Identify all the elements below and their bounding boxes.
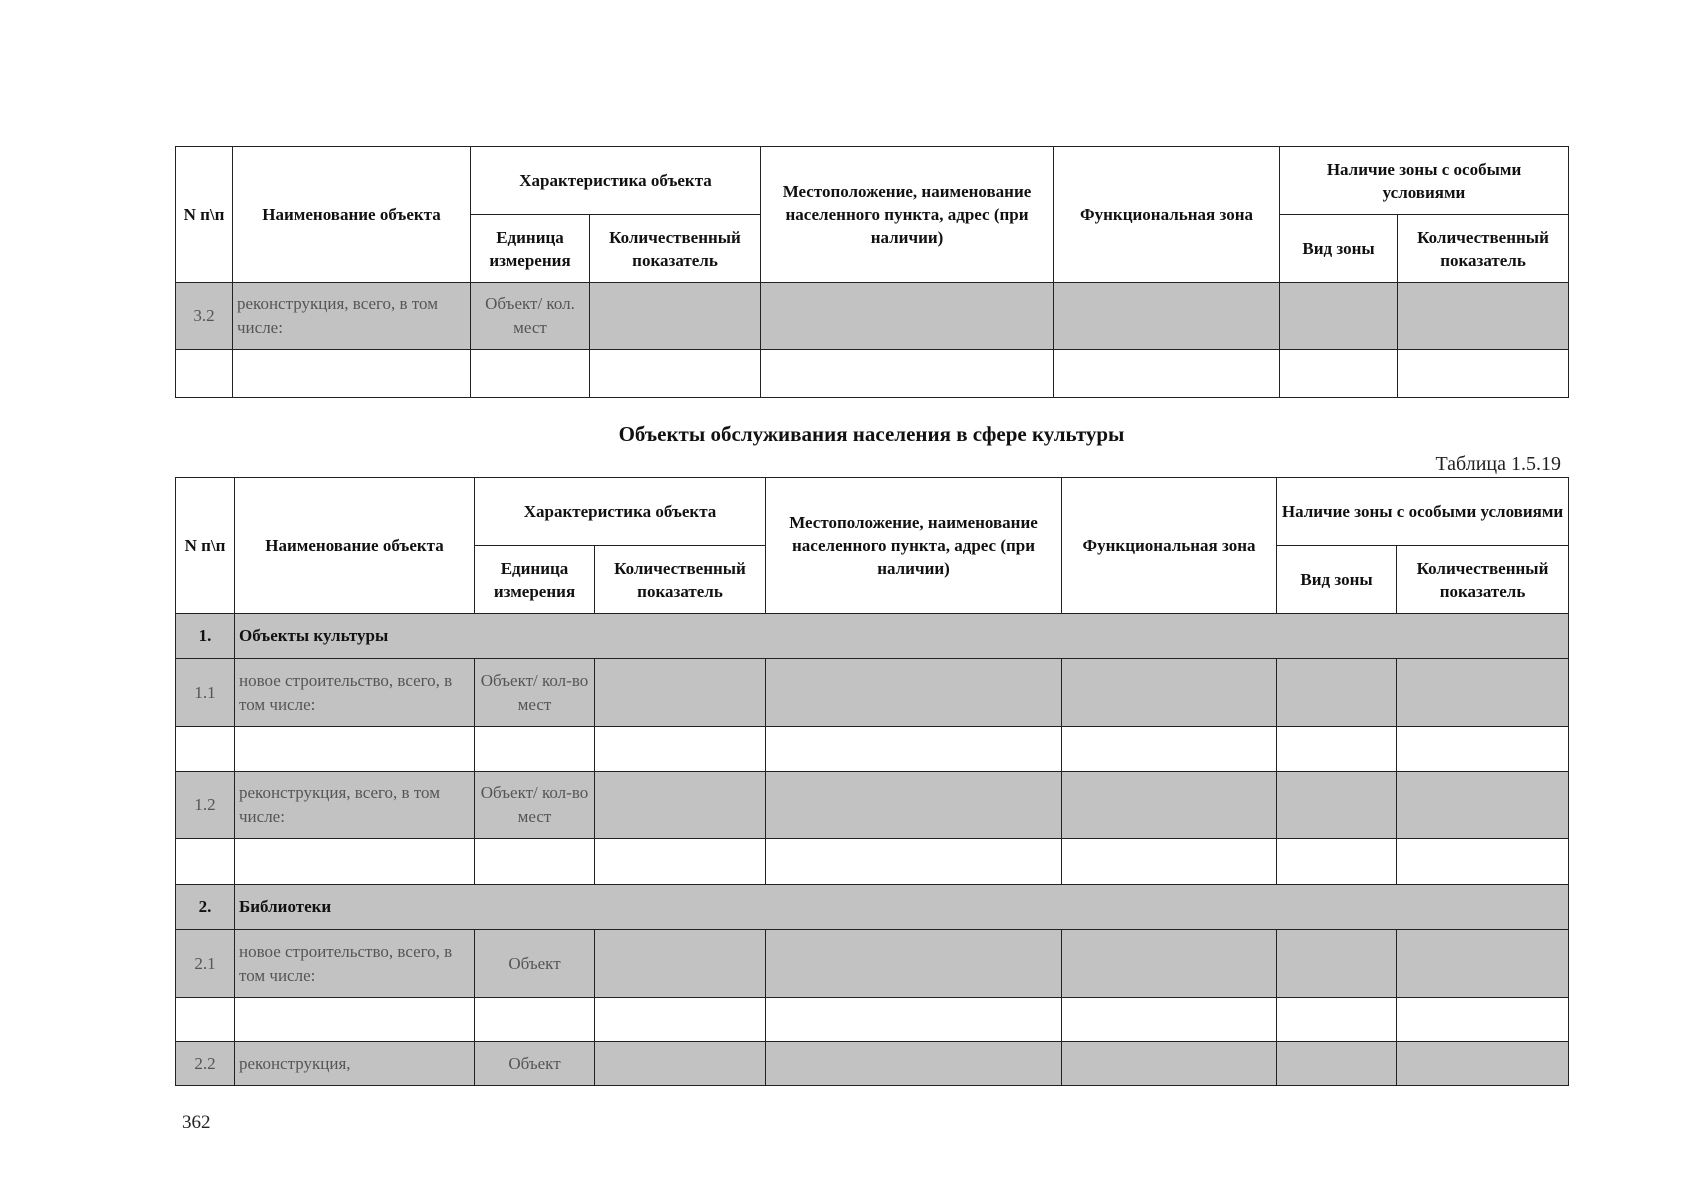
row-name: новое строительство, всего, в том числе: <box>235 930 475 998</box>
header-zone-quantity: Количественный показатель <box>1397 546 1569 614</box>
row-num: 2.2 <box>176 1042 235 1086</box>
header-name: Наименование объекта <box>235 478 475 614</box>
row-unit: Объект/ кол-во мест <box>475 659 595 727</box>
header-unit: Единица измерения <box>471 215 590 283</box>
table-row <box>176 998 1569 1042</box>
row-unit: Объект <box>475 1042 595 1086</box>
row-num: 1.2 <box>176 772 235 839</box>
header-quantity: Количественный показатель <box>595 546 766 614</box>
header-zone-quantity: Количественный показатель <box>1398 215 1569 283</box>
row-num: 3.2 <box>176 283 233 350</box>
section-label: Объекты культуры <box>235 614 1569 659</box>
header-location: Местоположение, наименование населенного пункта, адрес (при наличии) <box>761 147 1054 283</box>
culture-objects-table <box>175 477 1569 1086</box>
row-name: новое строительство, всего, в том числе: <box>235 659 475 727</box>
table-row <box>176 930 1569 998</box>
header-zone-type: Вид зоны <box>1280 215 1398 283</box>
row-zone-quantity-cell <box>1398 283 1569 350</box>
row-zone-type-cell <box>1280 283 1398 350</box>
row-num: 1.1 <box>176 659 235 727</box>
table-row <box>176 283 1569 350</box>
table-row <box>176 839 1569 885</box>
row-num: 2.1 <box>176 930 235 998</box>
row-name: реконструкция, всего, в том числе: <box>233 283 471 350</box>
header-num: N п\п <box>176 147 233 283</box>
row-unit: Объект/ кол. мест <box>471 283 590 350</box>
table-row <box>176 350 1569 398</box>
row-location-cell <box>761 283 1054 350</box>
section-num: 2. <box>176 885 235 930</box>
header-quantity: Количественный показатель <box>590 215 761 283</box>
header-characteristic: Характеристика объекта <box>471 147 761 215</box>
section-label: Библиотеки <box>235 885 1569 930</box>
row-unit: Объект <box>475 930 595 998</box>
header-num: N п\п <box>176 478 235 614</box>
table-row <box>176 659 1569 727</box>
header-name: Наименование объекта <box>233 147 471 283</box>
table-number: Таблица 1.5.19 <box>1435 453 1561 475</box>
table-row <box>176 1042 1569 1086</box>
page-number: 362 <box>182 1112 211 1133</box>
section-row <box>176 885 1569 930</box>
section-row <box>176 614 1569 659</box>
row-unit: Объект/ кол-во мест <box>475 772 595 839</box>
header-functional-zone: Функциональная зона <box>1062 478 1277 614</box>
header-functional-zone: Функциональная зона <box>1054 147 1280 283</box>
header-special-zone: Наличие зоны с особыми условиями <box>1280 147 1569 215</box>
header-zone-type: Вид зоны <box>1277 546 1397 614</box>
header-location: Местоположение, наименование населенного пункта, адрес (при наличии) <box>766 478 1062 614</box>
row-name: реконструкция, всего, в том числе: <box>235 772 475 839</box>
table-row <box>176 727 1569 772</box>
row-zone-cell <box>1054 283 1280 350</box>
header-characteristic: Характеристика объекта <box>475 478 766 546</box>
row-name: реконструкция, <box>235 1042 475 1086</box>
header-special-zone: Наличие зоны с особыми условиями <box>1277 478 1569 546</box>
table-row <box>176 772 1569 839</box>
table-continuation <box>175 146 1569 398</box>
header-unit: Единица измерения <box>475 546 595 614</box>
section-num: 1. <box>176 614 235 659</box>
section-title: Объекты обслуживания населения в сфере культуры <box>618 422 1125 446</box>
row-quantity-cell <box>590 283 761 350</box>
